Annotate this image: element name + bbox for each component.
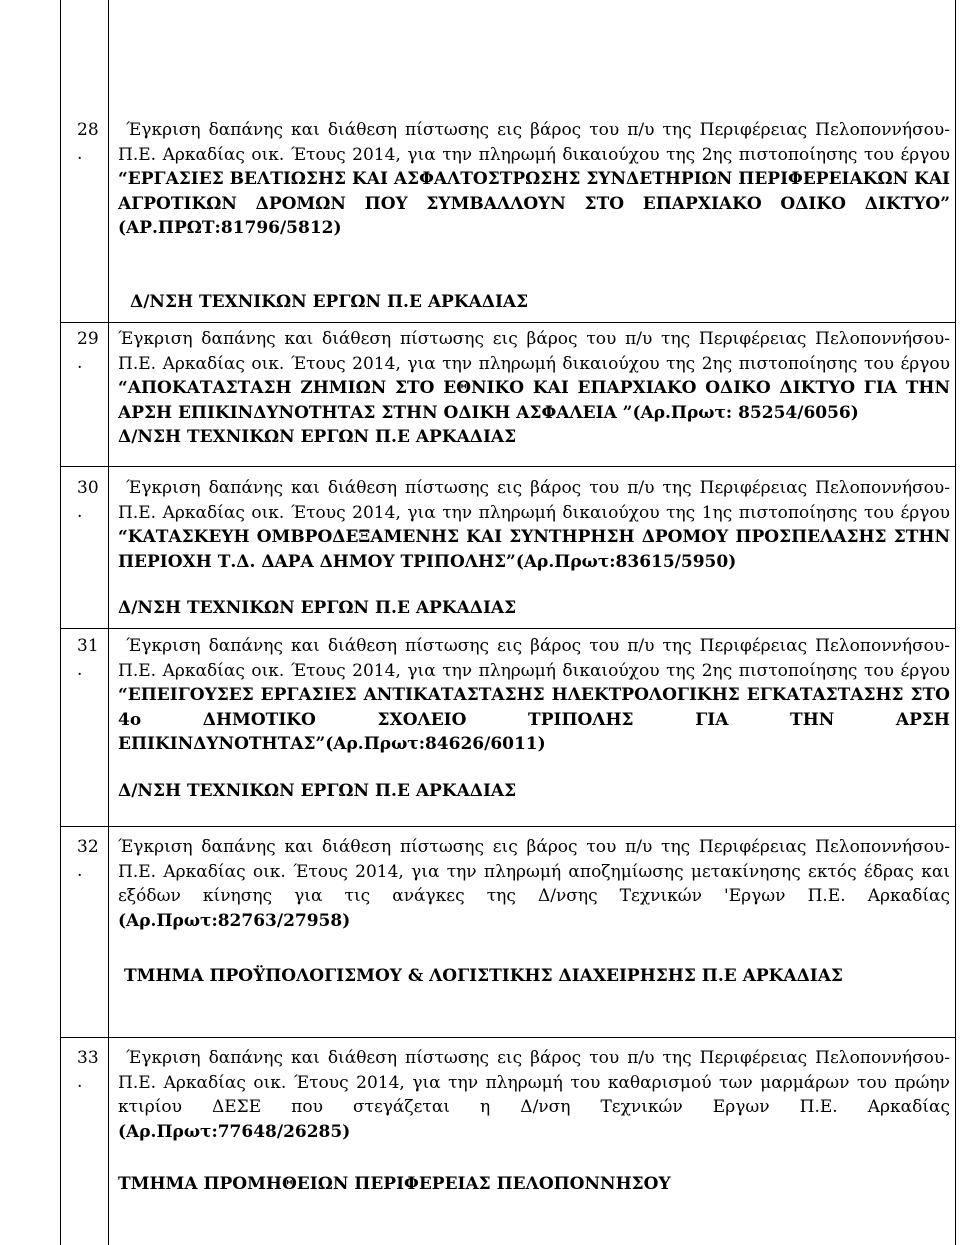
item-text: Έγκριση δαπάνης και διάθεση πίστωσης εις βάρος του π/υ της Περιφέρειας Πελοποννήσου-Π.Ε. Αρκαδίας οικ. Έτους 2014, για την πληρωμή του καθαρισμού των μαρμάρων του πρώην κτιρίου ΔΕΣΕ που στεγάζεται η Δ/νση Τεχνικών Εργων Π.Ε. Αρκαδίας [118,1048,950,1118]
table-right-border [955,0,956,1245]
item-number-value: 32 [77,837,99,857]
agenda-table [60,0,956,1245]
row-divider [60,466,956,467]
row-divider [60,628,956,629]
item-number [77,634,109,682]
item-department: Δ/ΝΣΗ ΤΕΧΝΙΚΩΝ ΕΡΓΩΝ Π.Ε ΑΡΚΑΔΙΑΣ [118,427,517,448]
item-number-dot: . [77,1072,83,1092]
item-number-value: 31 [77,636,99,656]
item-description [118,476,950,574]
item-number-dot: . [77,502,83,522]
item-number-dot: . [77,660,83,680]
item-text: Έγκριση δαπάνης και διάθεση πίστωσης εις βάρος του π/υ της Περιφέρειας Πελοποννήσου-Π.Ε. Αρκαδίας οικ. Έτους 2014, για την πληρωμή δικαιούχου της 2ης πιστοποίησης του έργου [118,636,950,681]
item-number-value: 30 [77,478,99,498]
item-description [118,634,950,757]
item-number-value: 29 [77,329,99,349]
item-number-value: 28 [77,120,99,140]
item-number [77,1046,109,1094]
item-text: Έγκριση δαπάνης και διάθεση πίστωσης εις βάρος του π/υ της Περιφέρειας Πελοποννήσου-Π.Ε. Αρκαδίας οικ. Έτους 2014, για την πληρωμή δικαιούχου της 2ης πιστοποίησης του έργου [118,120,950,165]
item-number [77,327,109,375]
item-department: ΤΜΗΜΑ ΠΡΟΫΠΟΛΟΓΙΣΜΟΥ & ΛΟΓΙΣΤΙΚΗΣ ΔΙΑΧΕΙΡΗΣΗΣ Π.Ε ΑΡΚΑΔΙΑΣ [124,966,843,986]
item-text: Έγκριση δαπάνης και διάθεση πίστωσης εις βάρος του π/υ της Περιφέρειας Πελοποννήσου-Π.Ε. Αρκαδίας οικ. Έτους 2014, για την πληρωμή δικαιούχου της 1ης πιστοποίησης του έργου [118,478,950,523]
item-number [77,835,109,883]
item-department: ΤΜΗΜΑ ΠΡΟΜΗΘΕΙΩΝ ΠΕΡΙΦΕΡΕΙΑΣ ΠΕΛΟΠΟΝΝΗΣΟΥ [118,1174,671,1194]
item-description [118,835,950,933]
item-description [118,327,950,450]
item-department: Δ/ΝΣΗ ΤΕΧΝΙΚΩΝ ΕΡΓΩΝ Π.Ε ΑΡΚΑΔΙΑΣ [118,781,517,801]
item-number-dot: . [77,353,83,373]
item-project-title: (Αρ.Πρωτ:82763/27958) [118,910,351,931]
item-project-title: “ΕΠΕΙΓΟΥΣΕΣ ΕΡΓΑΣΙΕΣ ΑΝΤΙΚΑΤΑΣΤΑΣΗΣ ΗΛΕΚΤΡΟΛΟΓΙΚΗΣ ΕΓΚΑΤΑΣΤΑΣΗΣ ΣΤΟ 4ο ΔΗΜΟΤΙΚΟ ΣΧΟΛΕΙΟ ΤΡΙΠΟΛΗΣ ΓΙΑ ΤΗΝ ΑΡΣΗ ΕΠΙΚΙΝΔΥΝΟΤΗΤΑΣ”(Αρ.Πρωτ:84626/6011) [118,685,950,755]
item-description [118,118,950,241]
table-left-border [60,0,61,1245]
item-text: Έγκριση δαπάνης και διάθεση πίστωσης εις βάρος του π/υ της Περιφέρειας Πελοποννήσου-Π.Ε. Αρκαδίας οικ. Έτους 2014, για την πληρωμή δικαιούχου της 2ης πιστοποίησης του έργου [118,329,950,374]
item-number-dot: . [77,144,83,164]
item-department: Δ/ΝΣΗ ΤΕΧΝΙΚΩΝ ΕΡΓΩΝ Π.Ε ΑΡΚΑΔΙΑΣ [130,292,529,312]
item-description [118,1046,950,1144]
item-project-title: “ΚΑΤΑΣΚΕΥΗ ΟΜΒΡΟΔΕΞΑΜΕΝΗΣ ΚΑΙ ΣΥΝΤΗΡΗΣΗ ΔΡΟΜΟΥ ΠΡΟΣΠΕΛΑΣΗΣ ΣΤΗΝ ΠΕΡΙΟΧΗ Τ.Δ. ΔΑΡΑ ΔΗΜΟΥ ΤΡΙΠΟΛΗΣ”(Αρ.Πρωτ:83615/5950) [118,527,950,572]
item-project-title: “ΑΠΟΚΑΤΑΣΤΑΣΗ ΖΗΜΙΩΝ ΣΤΟ ΕΘΝΙΚΟ ΚΑΙ ΕΠΑΡΧΙΑΚΟ ΟΔΙΚΟ ΔΙΚΤΥΟ ΓΙΑ ΤΗΝ ΑΡΣΗ ΕΠΙΚΙΝΔΥΝΟΤΗΤΑΣ ΣΤΗΝ ΟΔΙΚΗ ΑΣΦΑΛΕΙΑ ”(Αρ.Πρωτ: 85254/6056) [118,378,950,423]
item-department: Δ/ΝΣΗ ΤΕΧΝΙΚΩΝ ΕΡΓΩΝ Π.Ε ΑΡΚΑΔΙΑΣ [118,598,517,618]
item-project-title: “ΕΡΓΑΣΙΕΣ ΒΕΛΤΙΩΣΗΣ ΚΑΙ ΑΣΦΑΛΤΟΣΤΡΩΣΗΣ ΣΥΝΔΕΤΗΡΙΩΝ ΠΕΡΙΦΕΡΕΙΑΚΩΝ ΚΑΙ ΑΓΡΟΤΙΚΩΝ ΔΡΟΜΩΝ ΠΟΥ ΣΥΜΒΑΛΛΟΥΝ ΣΤΟ ΕΠΑΡΧΙΑΚΟ ΟΔΙΚΟ ΔΙΚΤΥΟ” (ΑΡ.ΠΡΩΤ:81796/5812) [118,169,950,239]
row-divider [60,1037,956,1038]
row-divider [60,322,956,323]
item-number [77,118,109,166]
item-number-dot: . [77,861,83,881]
item-project-title: (Αρ.Πρωτ:77648/26285) [118,1121,351,1142]
item-number [77,476,109,524]
item-number-value: 33 [77,1048,99,1068]
row-divider [60,826,956,827]
item-text: Έγκριση δαπάνης και διάθεση πίστωσης εις βάρος του π/υ της Περιφέρειας Πελοποννήσου-Π.Ε. Αρκαδίας οικ. Έτους 2014, για την πληρωμή αποζημίωσης μετακίνησης εκτός έδρας και εξόδων κίνησης για τις ανάγκες της Δ/νσης Τεχνικών 'Εργων Π.Ε. Αρκαδίας [118,837,950,907]
